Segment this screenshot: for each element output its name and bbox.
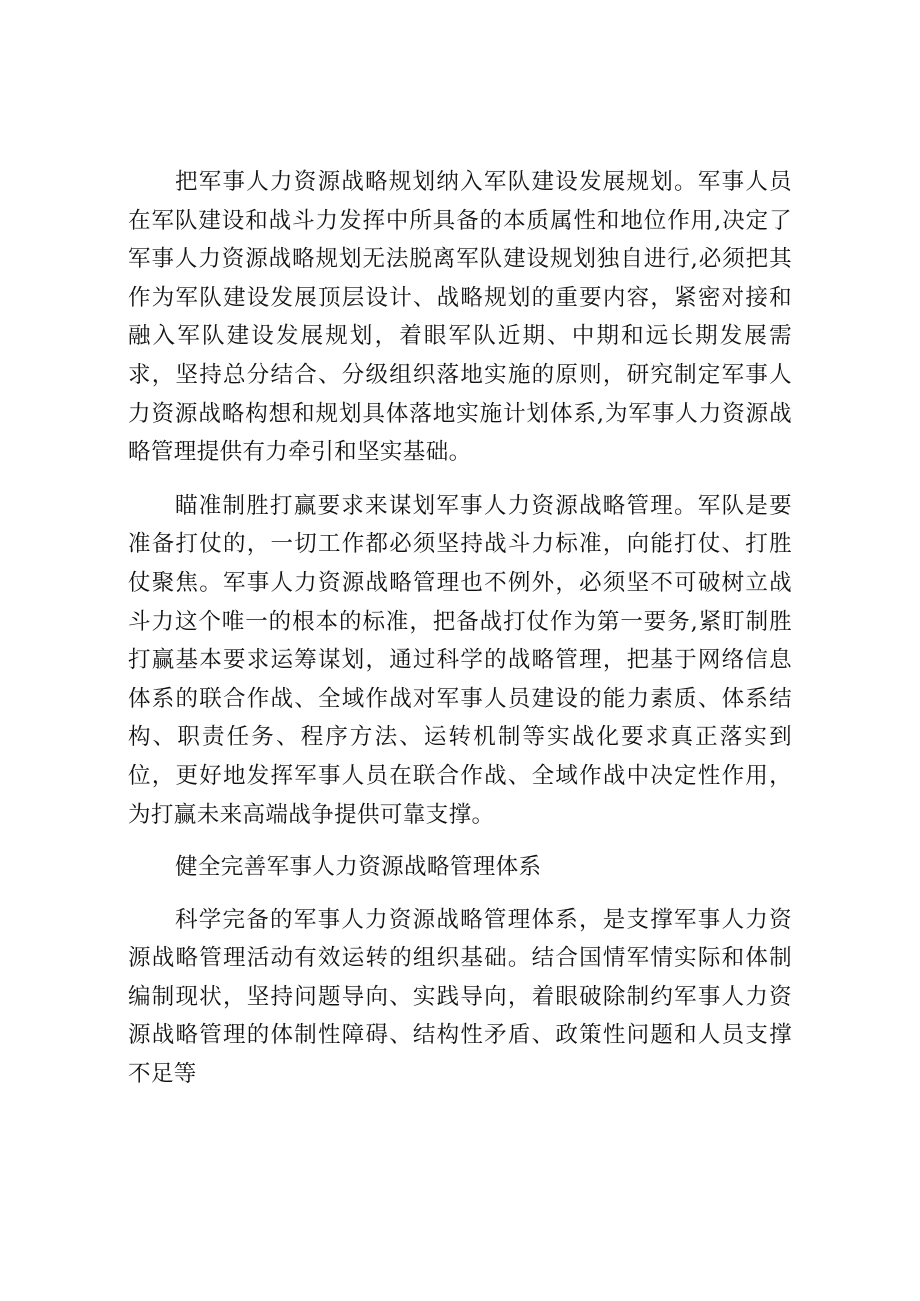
paragraph-management-system: 科学完备的军事人力资源战略管理体系，是支撑军事人力资源战略管理活动有效运转的组织基础。结合国情军情实际和体制编制现状，坚持问题导向、实践导向，着眼破除制约军事人力资源战略管理的体制性障碍、结构性矛盾、政策性问题和人员支撑不足等 — [128, 906, 792, 1088]
section-heading: 健全完善军事人力资源战略管理体系 — [175, 854, 542, 881]
document-body — [128, 163, 792, 1108]
paragraph-strategic-planning: 把军事人力资源战略规划纳入军队建设发展规划。军事人员在军队建设和战斗力发挥中所具备的本质属性和地位作用,决定了军事人力资源战略规划无法脱离军队建设规划独自进行,必须把其作为军队建设发展顶层设计、战略规划的重要内容，紧密对接和融入军队建设发展规划，着眼军队近期、中期和远长期发展需求，坚持总分结合、分级组织落地实施的原则，研究制定军事人力资源战略构想和规划具体落地实施计划体系,为军事人力资源战略管理提供有力牵引和坚实基础。 — [128, 169, 792, 466]
paragraph-combat-readiness: 瞄准制胜打赢要求来谋划军事人力资源战略管理。军队是要准备打仗的，一切工作都必须坚持战斗力标准，向能打仗、打胜仗聚焦。军事人力资源战略管理也不例外，必须坚不可破树立战斗力这个唯一的根本的标准，把备战打仗作为第一要务,紧盯制胜打赢基本要求运筹谋划，通过科学的战略管理，把基于网络信息体系的联合作战、全域作战对军事人员建设的能力素质、体系结构、职责任务、程序方法、运转机制等实战化要求真正落实到位，更好地发挥军事人员在联合作战、全域作战中决定性作用，为打赢未来高端战争提供可靠支撑。 — [128, 492, 792, 828]
